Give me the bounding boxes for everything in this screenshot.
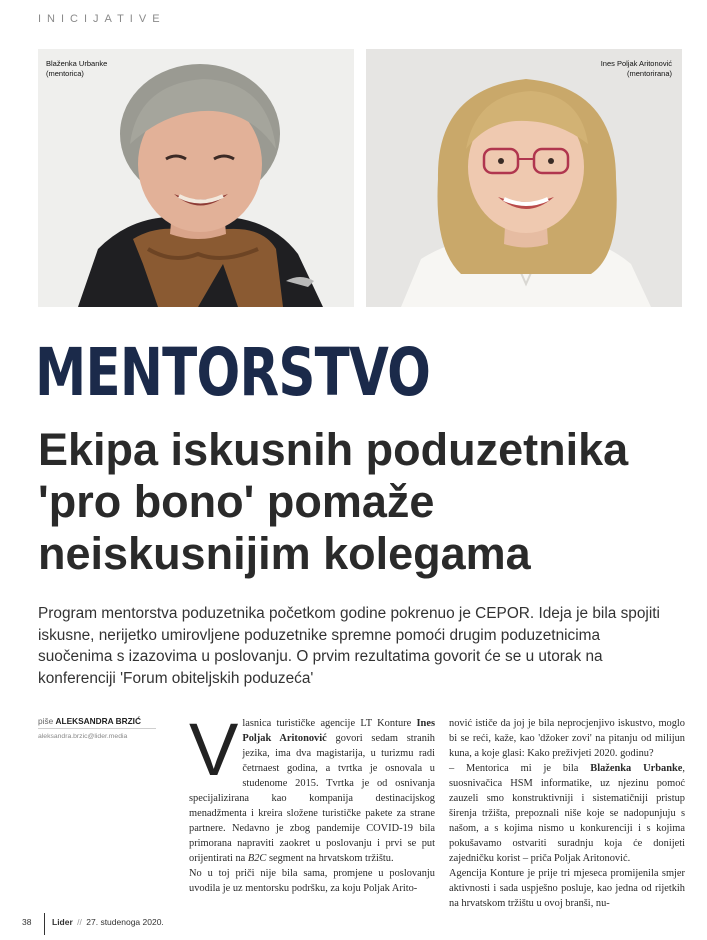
byline-prefix: piše xyxy=(38,716,54,726)
mentee-caption xyxy=(601,59,672,79)
byline-block xyxy=(38,716,156,740)
article-paragraph: Agencija Konture je prije tri mjeseca promijenila smjer aktivnosti i sada uspješno posluje, kao jedna od rijetkih na hrvatskom tržištu u ovoj branši, nu- xyxy=(449,868,685,909)
mentor-caption-name: Blaženka Urbanke xyxy=(46,59,108,68)
b2c-term: B2C xyxy=(247,853,267,864)
mentor-caption-role: (mentorica) xyxy=(46,69,84,78)
lead-paragraph: Program mentorstva poduzetnika početkom godine pokrenuo je CEPOR. Ideja je bila spojiti iskusne, nerijetko umirovljene poduzetnike spremne pomoći drugim poduzetnicima suočenima s izazovima u poslovanju. O prvim rezultatima govorit će se u utorak na konferenciji 'Forum obiteljskih poduzeća' xyxy=(38,605,660,687)
magazine-name: Lider xyxy=(52,917,73,927)
section-label: INICIJATIVE xyxy=(38,13,166,25)
mentor-portrait-illustration xyxy=(38,49,354,307)
footer-separator: // xyxy=(77,917,82,927)
article-text: segment na hrvatskom tržištu. xyxy=(266,853,394,864)
article-text: , suosnivačica HSM informatike, uz njezinu pomoć zauzeli smo konstruktivniji i sistematičniji pristup širenja tržišta, prepoznali niše koje se nadopunjuju s našom, a s kojima nismo u konkurenciji i s kojima pokušavamo ostvariti suradnju koja će donijeti zajedničku korist – priča Poljak Aritonović. xyxy=(449,763,685,864)
issue-date: 27. studenoga 2020. xyxy=(86,917,164,927)
article-column-2 xyxy=(449,716,685,911)
mentee-portrait-illustration xyxy=(366,49,682,307)
drop-cap: V xyxy=(189,708,239,791)
article-paragraph xyxy=(449,761,685,866)
article-text: lasnica turističke agencije LT Konture xyxy=(242,718,417,729)
footer-publication xyxy=(52,917,164,927)
footer-divider xyxy=(44,913,45,935)
photo-mentor xyxy=(38,49,354,307)
article-paragraph xyxy=(189,708,435,866)
mentee-caption-role: (mentorirana) xyxy=(626,69,672,78)
byline-author[interactable]: ALEKSANDRA BRZIĆ xyxy=(55,716,141,726)
article-column-1 xyxy=(189,708,435,896)
mentee-name-bold: Ines Poljak Aritonović xyxy=(242,718,435,744)
article-paragraph: nović ističe da joj je bila neprocjenjivo iskustvo, moglo bi se reći, kaže, kao 'džoker zovi' na pitanju od milijun kuna, a koje glasi: Kako preživjeti 2020. godinu? xyxy=(449,718,685,759)
mentor-name-bold: Blaženka Urbanke xyxy=(590,763,683,774)
photo-mentee xyxy=(366,49,682,307)
page-number: 38 xyxy=(22,917,32,927)
byline xyxy=(38,716,156,729)
mentor-caption xyxy=(46,59,107,79)
mentee-caption-name: Ines Poljak Aritonović xyxy=(600,59,672,68)
subheadline: Ekipa iskusnih poduzetnika 'pro bono' pomaže neiskusnijim kolegama xyxy=(38,424,629,579)
article-text: – Mentorica mi je bila xyxy=(449,763,591,774)
article-text: govori sedam stranih jezika, ima dva magistarija, u turizmu radi četrnaest godina, a tvrtka je osnovala u studenome 2015. Tvrtka je od osnivanja specijalizirana kao kompanija destinacijskog menadžmenta i kreira složene turističke pakete za strane partnere. Nedavno je zbog pandemije COVID-19 bila primorana napraviti zaokret u poslovanju i prvi se put orijentirati na xyxy=(189,733,435,864)
author-email-link[interactable]: aleksandra.brzic@lider.media xyxy=(38,733,128,740)
article-paragraph: No u toj priči nije bila sama, promjene u poslovanju uvodila je uz mentorsku podršku, za koju Poljak Arito- xyxy=(189,868,435,894)
headline: MENTORSTVO xyxy=(35,334,431,411)
